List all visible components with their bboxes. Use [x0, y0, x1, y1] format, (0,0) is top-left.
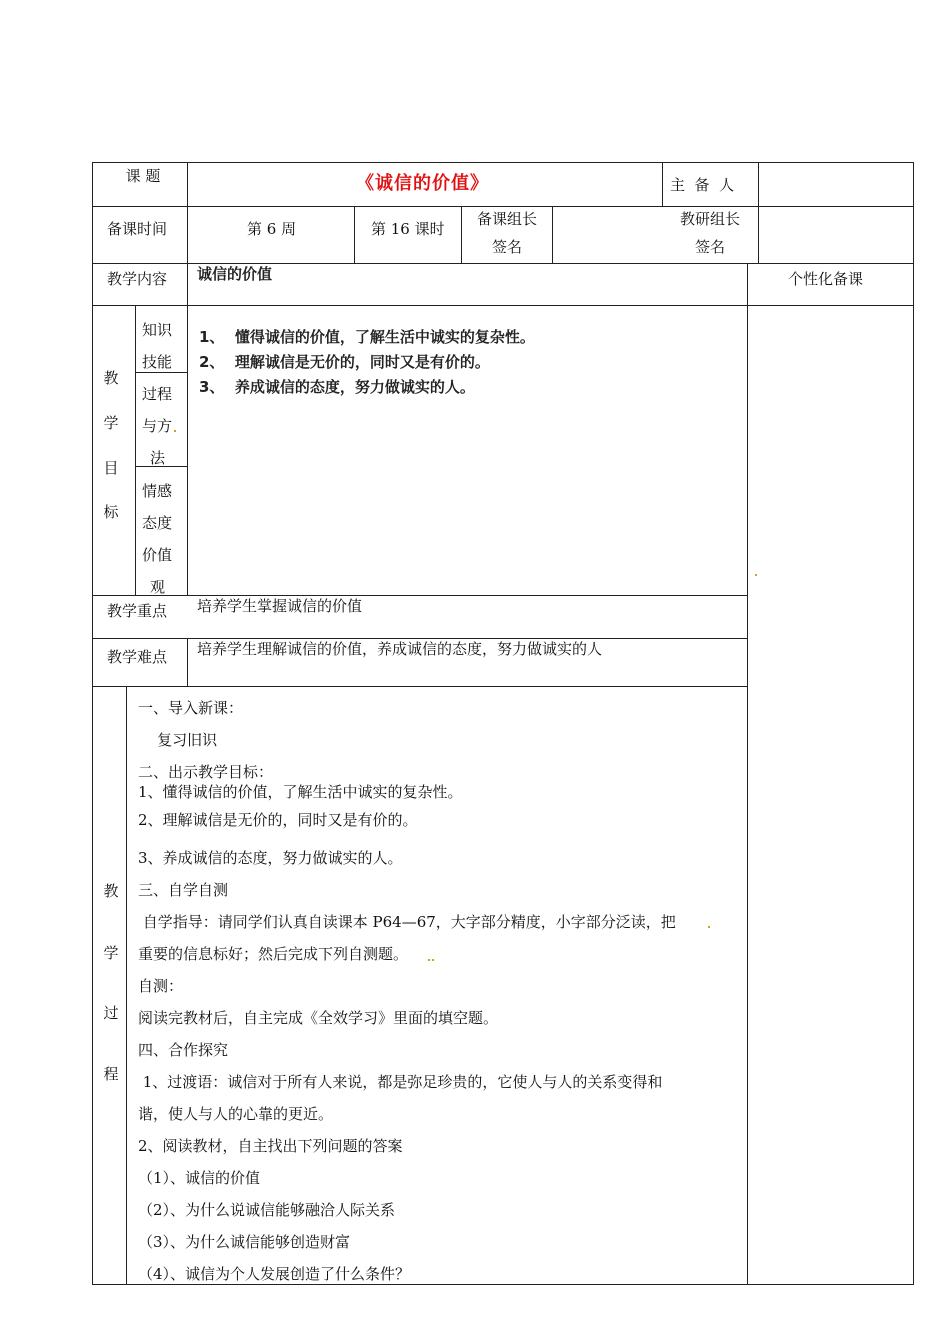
- process-line: （1）、诚信的价值: [138, 1169, 261, 1187]
- table-border-left: [92, 162, 93, 1285]
- process-line: （4）、诚信为个人发展创造了什么条件？: [138, 1265, 411, 1283]
- objectives-label-char: 教: [103, 369, 119, 387]
- group-leader-signature-label: 备课组长签名: [476, 210, 537, 256]
- stray-mark: [755, 574, 757, 576]
- process-label-char: 学: [103, 944, 119, 962]
- process-line: 二、出示教学目标：: [138, 763, 274, 781]
- table-border-bottom: [92, 1284, 914, 1285]
- emotion-value-line: 情感: [142, 482, 173, 500]
- process-line: 重要的信息标好；然后完成下列自测题。: [138, 945, 409, 963]
- table-rule: [187, 162, 188, 595]
- process-label-char: 程: [103, 1065, 119, 1083]
- personalized-prep-label: 个性化备课: [788, 270, 864, 288]
- prep-time-label: 备课时间: [107, 220, 168, 238]
- table-rule: [354, 206, 355, 263]
- objective-item: 1、 懂得诚信的价值，了解生活中诚实的复杂性。: [199, 328, 535, 346]
- stray-mark: [174, 430, 176, 432]
- process-line: 一、导入新课：: [138, 699, 244, 717]
- table-rule: [662, 162, 663, 206]
- table-rule: [92, 595, 748, 596]
- lesson-title: 《诚信的价值》: [356, 173, 489, 194]
- process-line: 自测：: [138, 977, 184, 995]
- process-line: 三、自学自测: [138, 881, 229, 899]
- objectives-label-char: 目: [103, 459, 119, 477]
- key-point-label: 教学重点: [107, 602, 168, 620]
- objectives-label-char: 标: [103, 503, 119, 521]
- difficulty-label: 教学难点: [107, 648, 168, 666]
- stray-mark: [428, 959, 430, 961]
- process-line: （3）、为什么诚信能够创造财富: [138, 1233, 351, 1251]
- key-point-value: 培养学生掌握诚信的价值: [197, 597, 363, 615]
- process-line: 1、懂得诚信的价值，了解生活中诚实的复杂性。: [138, 783, 463, 801]
- table-border-top: [92, 162, 914, 163]
- table-rule: [92, 686, 748, 687]
- knowledge-skill-line: 知识: [142, 321, 173, 339]
- process-line: 四、合作探究: [138, 1041, 229, 1059]
- table-rule: [747, 263, 748, 1285]
- lesson-number-value: 第 16 课时: [371, 220, 445, 238]
- table-rule: [187, 638, 188, 686]
- stray-mark: [432, 959, 434, 961]
- emotion-value-line: 态度: [142, 514, 173, 532]
- week-value: 第 6 周: [247, 220, 297, 238]
- process-method-line: 与方: [142, 417, 173, 435]
- research-leader-signature-label: 教研组长签名: [679, 210, 740, 256]
- table-rule: [126, 686, 127, 1284]
- emotion-value-line: 价值: [142, 546, 173, 564]
- process-line: 复习旧识: [138, 731, 218, 749]
- topic-label: 课 题: [125, 167, 161, 185]
- process-line: 2、理解诚信是无价的，同时又是有价的。: [138, 811, 418, 829]
- table-border-right: [913, 162, 914, 1285]
- stray-mark: [708, 926, 710, 928]
- table-rule: [135, 372, 187, 373]
- objectives-label-char: 学: [103, 414, 119, 432]
- process-line: 3、养成诚信的态度，努力做诚实的人。: [138, 849, 403, 867]
- process-label-char: 教: [103, 882, 119, 900]
- process-label-char: 过: [103, 1004, 119, 1022]
- process-line: 谐，使人与人的心靠的更近。: [138, 1105, 334, 1123]
- difficulty-value: 培养学生理解诚信的价值，养成诚信的态度，努力做诚实的人: [197, 640, 603, 658]
- table-rule: [552, 206, 553, 263]
- process-line: 1、过渡语：诚信对于所有人来说，都是弥足珍贵的，它使人与人的关系变得和: [138, 1073, 663, 1091]
- teaching-content-label: 教学内容: [107, 270, 168, 288]
- emotion-value-line: 观: [150, 578, 166, 596]
- knowledge-skill-line: 技能: [142, 353, 173, 371]
- process-line: （2）、为什么说诚信能够融洽人际关系: [138, 1201, 396, 1219]
- process-method-line: 法: [150, 449, 166, 467]
- process-method-line: 过程: [142, 385, 173, 403]
- table-rule: [92, 305, 914, 306]
- table-rule: [461, 206, 462, 263]
- teaching-content-value: 诚信的价值: [197, 265, 273, 283]
- process-line: 自学指导：请同学们认真自读课本 P64—67，大字部分精度，小字部分泛读，把: [138, 913, 676, 931]
- table-rule: [758, 162, 759, 263]
- process-line: 阅读完教材后，自主完成《全效学习》里面的填空题。: [138, 1009, 499, 1027]
- table-rule: [135, 305, 136, 595]
- process-line: 2、阅读教材，自主找出下列问题的答案: [138, 1137, 403, 1155]
- objective-item: 2、 理解诚信是无价的，同时又是有价的。: [199, 353, 490, 371]
- objective-item: 3、 养成诚信的态度，努力做诚实的人。: [199, 378, 475, 396]
- lead-preparer-label: 主 备 人: [670, 176, 735, 194]
